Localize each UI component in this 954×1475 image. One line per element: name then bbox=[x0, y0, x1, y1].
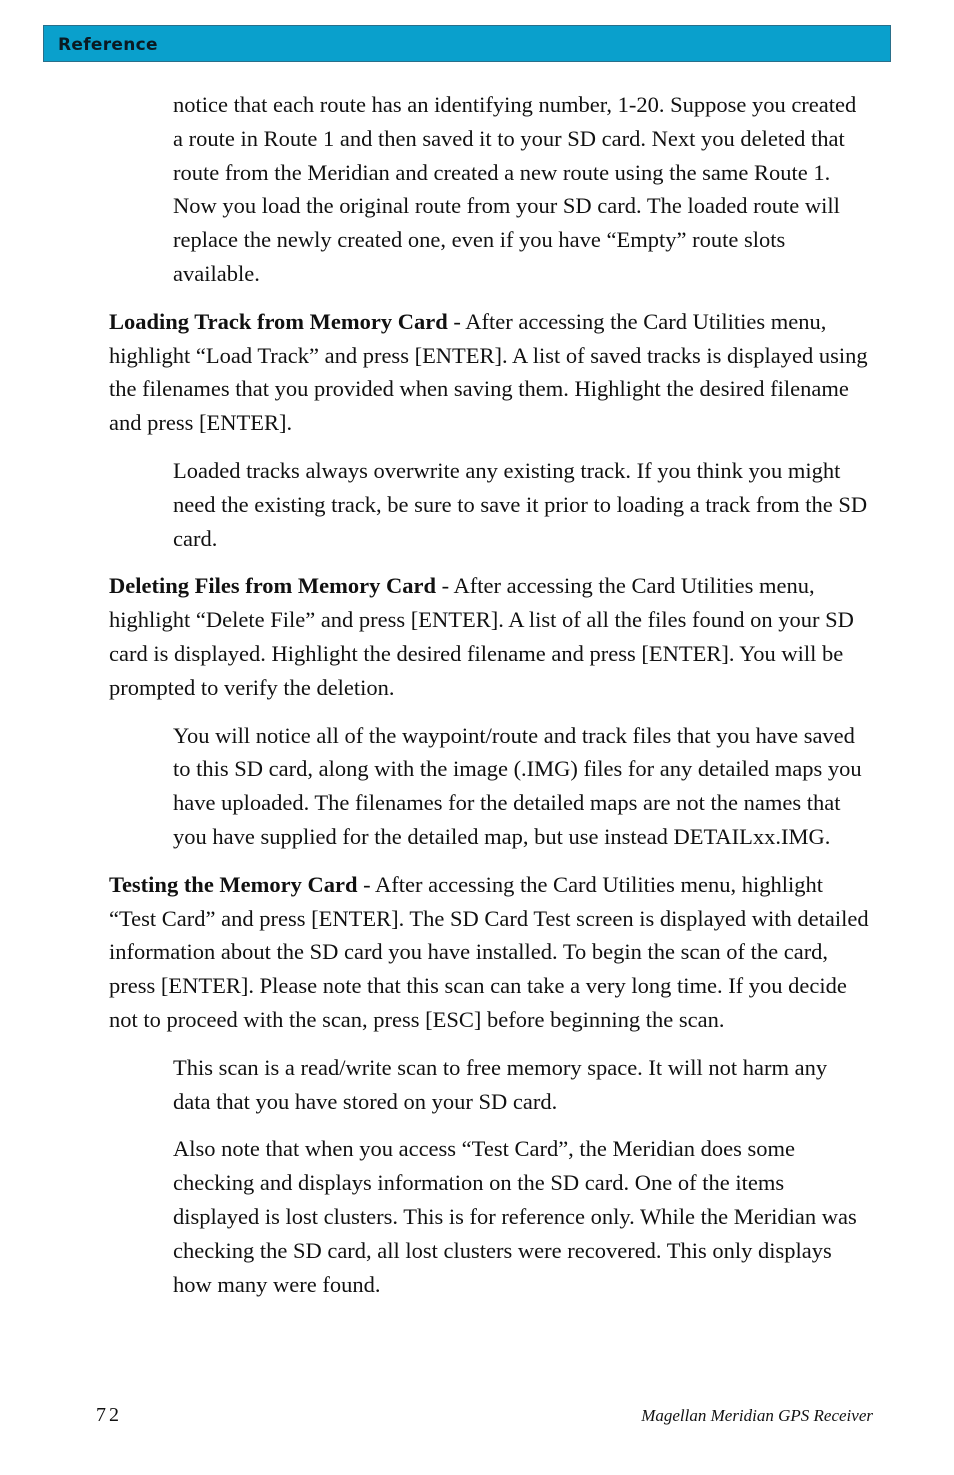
paragraph-heading: Testing the Memory Card bbox=[109, 871, 358, 897]
body-paragraph bbox=[109, 569, 869, 704]
note-paragraph bbox=[173, 1051, 869, 1119]
page-number: 72 bbox=[96, 1404, 122, 1426]
note-paragraph bbox=[173, 454, 869, 555]
section-title: Reference bbox=[58, 35, 158, 55]
paragraph-text: - After accessing the Card Utilities menu, highlight “Load Track” and press [ENTER]. A list of saved tracks is displayed using the filenames that you provided when saving them. Highlight the desired filename and press [ENTER]. bbox=[109, 308, 868, 436]
page-content bbox=[109, 88, 869, 1315]
paragraph-text: Loaded tracks always overwrite any existing track. If you think you might need the existing track, be sure to save it prior to loading a track from the SD card. bbox=[173, 457, 868, 551]
body-paragraph bbox=[109, 305, 869, 440]
paragraph-heading: Deleting Files from Memory Card bbox=[109, 573, 436, 599]
paragraph-text: notice that each route has an identifying number, 1-20. Suppose you created a route in Route 1 and then saved it to your SD card. Next you deleted that route from the Meridian and created a new route using the same Route 1. Now you load the original route from your SD card. The loaded route will replace the newly created one, even if you have “Empty” route slots available. bbox=[173, 92, 857, 286]
section-header-bar bbox=[43, 25, 891, 62]
note-paragraph bbox=[173, 719, 869, 854]
paragraph-heading: Loading Track from Memory Card bbox=[109, 308, 448, 334]
paragraph-text: - After accessing the Card Utilities menu, highlight “Delete File” and press [ENTER]. A list of all the files found on your SD card is displayed. Highlight the desired filename and press [ENTER]. You will be prompted to verify the deletion. bbox=[109, 573, 854, 700]
paragraph-text: This scan is a read/write scan to free memory space. It will not harm any data that you have stored on your SD card. bbox=[173, 1054, 828, 1114]
note-paragraph bbox=[173, 1132, 869, 1301]
paragraph-text: Also note that when you access “Test Card”, the Meridian does some checking and displays information on the SD card. One of the items displayed is lost clusters. This is for reference only. While the Meridian was checking the SD card, all lost clusters were recovered. This only displays how many were found. bbox=[173, 1136, 857, 1297]
paragraph-text: You will notice all of the waypoint/route and track files that you have saved to this SD card, along with the image (.IMG) files for any detailed maps you have uploaded. The filenames for the detailed maps are not the names that you have supplied for the detailed map, but use instead DETAILxx.IMG. bbox=[173, 722, 862, 849]
note-paragraph bbox=[173, 88, 869, 291]
body-paragraph bbox=[109, 868, 869, 1037]
book-title: Magellan Meridian GPS Receiver bbox=[641, 1406, 873, 1425]
paragraph-text: - After accessing the Card Utilities menu, highlight “Test Card” and press [ENTER]. The SD Card Test screen is displayed with detailed information about the SD card you have installed. To begin the scan of the card, press [ENTER]. Please note that this scan can take a very long time. If you decide not to proceed with the scan, press [ESC] before beginning the scan. bbox=[109, 871, 869, 1032]
